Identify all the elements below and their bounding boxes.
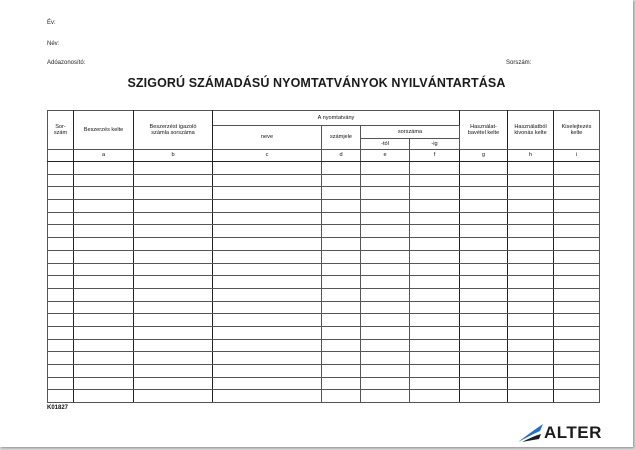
table-cell — [134, 238, 213, 251]
table-cell — [213, 365, 322, 378]
table-cell — [213, 276, 322, 289]
table-cell — [74, 352, 134, 365]
table-cell — [134, 288, 213, 301]
header-beszerzest-igazolo: Beszerzést igazoló számla sorszáma — [134, 111, 213, 150]
table-cell — [134, 212, 213, 225]
table-cell — [410, 288, 460, 301]
table-cell — [508, 225, 554, 238]
table-row — [48, 301, 600, 314]
field-nev-label: Név: — [47, 41, 60, 47]
table-cell — [322, 365, 361, 378]
table-cell — [134, 339, 213, 352]
table-cell — [508, 339, 554, 352]
table-cell — [361, 187, 410, 200]
table-cell — [74, 174, 134, 187]
table-cell — [134, 250, 213, 263]
table-cell — [213, 212, 322, 225]
letter-cell-c: c — [213, 150, 322, 162]
table-cell — [361, 288, 410, 301]
letter-cell-e: e — [361, 150, 410, 162]
table-cell — [322, 162, 361, 175]
table-cell — [361, 339, 410, 352]
table-cell — [74, 162, 134, 175]
table-cell — [361, 212, 410, 225]
alter-logo — [516, 422, 632, 444]
table-cell — [361, 225, 410, 238]
table-cell — [554, 339, 600, 352]
table-cell — [460, 314, 508, 327]
table-cell — [460, 288, 508, 301]
table-cell — [48, 301, 74, 314]
alter-logo-text: ALTER — [544, 423, 602, 442]
table-cell — [48, 365, 74, 378]
table-cell — [410, 314, 460, 327]
table-cell — [322, 187, 361, 200]
table-body — [48, 162, 600, 403]
table-cell — [134, 200, 213, 213]
table-cell — [361, 238, 410, 251]
table-cell — [213, 314, 322, 327]
table-cell — [410, 301, 460, 314]
table-cell — [74, 365, 134, 378]
table-cell — [361, 263, 410, 276]
alter-swoosh-icon — [516, 422, 546, 444]
table-cell — [410, 225, 460, 238]
header-tol: -tól — [361, 139, 410, 150]
letter-cell-f: f — [410, 150, 460, 162]
letter-cell-blank — [48, 150, 74, 162]
table-cell — [322, 390, 361, 403]
table-cell — [460, 212, 508, 225]
table-cell — [508, 365, 554, 378]
table-cell — [361, 352, 410, 365]
table-cell — [134, 187, 213, 200]
table-cell — [134, 377, 213, 390]
form-title: SZIGORÚ SZÁMADÁSÚ NYOMTATVÁNYOK NYILVÁNTARTÁSA — [127, 76, 506, 90]
table-cell — [134, 390, 213, 403]
table-cell — [460, 187, 508, 200]
table-cell — [410, 250, 460, 263]
table-row — [48, 174, 600, 187]
table-cell — [74, 276, 134, 289]
table-cell — [361, 301, 410, 314]
table-cell — [554, 377, 600, 390]
table-cell — [134, 174, 213, 187]
table-cell — [460, 390, 508, 403]
table-cell — [508, 250, 554, 263]
field-sorszam-label: Sorszám: — [506, 60, 532, 66]
table-cell — [508, 200, 554, 213]
table-cell — [460, 225, 508, 238]
table-cell — [74, 339, 134, 352]
table-cell — [48, 339, 74, 352]
table-cell — [322, 225, 361, 238]
table-cell — [74, 263, 134, 276]
table-cell — [213, 238, 322, 251]
table-cell — [508, 301, 554, 314]
header-szamjele: számjele — [322, 126, 361, 150]
table-row — [48, 390, 600, 403]
header-group-nyomtatvany: A nyomtatvány — [213, 111, 460, 126]
table-cell — [322, 212, 361, 225]
table-cell — [74, 212, 134, 225]
table-cell — [74, 250, 134, 263]
table-cell — [508, 352, 554, 365]
table-cell — [410, 200, 460, 213]
table-cell — [361, 314, 410, 327]
table-cell — [48, 352, 74, 365]
table-cell — [74, 326, 134, 339]
table-cell — [361, 200, 410, 213]
table-cell — [508, 276, 554, 289]
table-row — [48, 263, 600, 276]
table-cell — [322, 263, 361, 276]
table-cell — [460, 174, 508, 187]
table-cell — [508, 238, 554, 251]
table-cell — [134, 301, 213, 314]
table-cell — [508, 187, 554, 200]
table-cell — [74, 301, 134, 314]
header-hasznalatbol-kivonas: Használatból kivonás kelte — [508, 111, 554, 150]
table-cell — [554, 288, 600, 301]
letter-cell-i: i — [554, 150, 600, 162]
table-cell — [213, 225, 322, 238]
table-cell — [322, 314, 361, 327]
table-cell — [322, 276, 361, 289]
table-cell — [361, 326, 410, 339]
table-row — [48, 200, 600, 213]
header-group-sorszama: sorszáma — [361, 126, 460, 139]
letter-cell-h: h — [508, 150, 554, 162]
field-ev-label: Év: — [47, 20, 56, 26]
header-beszerzes-kelte: Beszerzés kelte — [74, 111, 134, 150]
table-row — [48, 326, 600, 339]
table-cell — [322, 288, 361, 301]
table-cell — [361, 250, 410, 263]
table-cell — [410, 365, 460, 378]
table-cell — [134, 263, 213, 276]
table-cell — [410, 339, 460, 352]
table-cell — [134, 225, 213, 238]
table-cell — [322, 200, 361, 213]
table-cell — [361, 365, 410, 378]
table-cell — [48, 162, 74, 175]
table-cell — [48, 390, 74, 403]
table-cell — [508, 377, 554, 390]
table-cell — [213, 263, 322, 276]
table-row — [48, 377, 600, 390]
table-cell — [554, 187, 600, 200]
table-cell — [410, 174, 460, 187]
table-cell — [508, 263, 554, 276]
table-cell — [48, 250, 74, 263]
header-hasznalatbavetel: Használat- bavétel kelte — [460, 111, 508, 150]
table-cell — [322, 326, 361, 339]
header-neve: neve — [213, 126, 322, 150]
table-cell — [410, 390, 460, 403]
table-cell — [508, 212, 554, 225]
table-cell — [48, 212, 74, 225]
table-cell — [554, 250, 600, 263]
table-cell — [554, 314, 600, 327]
letter-cell-d: d — [322, 150, 361, 162]
table-cell — [74, 390, 134, 403]
table-cell — [460, 352, 508, 365]
table-cell — [460, 365, 508, 378]
table-cell — [74, 187, 134, 200]
table-cell — [410, 326, 460, 339]
table-cell — [74, 377, 134, 390]
table-cell — [48, 187, 74, 200]
table-cell — [361, 377, 410, 390]
table-row — [48, 288, 600, 301]
table-cell — [322, 301, 361, 314]
table-row — [48, 212, 600, 225]
table-cell — [134, 326, 213, 339]
table-cell — [508, 326, 554, 339]
table-cell — [48, 288, 74, 301]
table-cell — [460, 250, 508, 263]
field-adoazonosito-label: Adóazonosító: — [47, 60, 86, 66]
table-cell — [134, 276, 213, 289]
table-cell — [410, 263, 460, 276]
table-cell — [213, 352, 322, 365]
table-cell — [460, 276, 508, 289]
table-cell — [460, 238, 508, 251]
table-cell — [460, 263, 508, 276]
table-cell — [48, 276, 74, 289]
header-kiselejtezes: Kiselejtezés kelte — [554, 111, 600, 150]
table-row — [48, 339, 600, 352]
table-cell — [460, 301, 508, 314]
table-cell — [554, 276, 600, 289]
table-cell — [213, 288, 322, 301]
table-cell — [361, 390, 410, 403]
table-cell — [554, 365, 600, 378]
table-cell — [48, 314, 74, 327]
header-sorszam: Sor- szám — [48, 111, 74, 150]
table-cell — [361, 276, 410, 289]
table-cell — [410, 187, 460, 200]
table-cell — [460, 339, 508, 352]
table-cell — [460, 200, 508, 213]
table-row — [48, 187, 600, 200]
table-cell — [554, 238, 600, 251]
table-cell — [48, 200, 74, 213]
table-cell — [213, 174, 322, 187]
table-row — [48, 250, 600, 263]
table-cell — [213, 390, 322, 403]
table-cell — [213, 377, 322, 390]
table-cell — [74, 238, 134, 251]
table-cell — [554, 352, 600, 365]
table-row — [48, 352, 600, 365]
table-cell — [213, 162, 322, 175]
register-table — [47, 110, 600, 403]
table-cell — [48, 377, 74, 390]
table-cell — [554, 263, 600, 276]
table-cell — [508, 162, 554, 175]
table-cell — [554, 301, 600, 314]
table-cell — [554, 225, 600, 238]
table-cell — [48, 174, 74, 187]
table-cell — [322, 250, 361, 263]
table-cell — [48, 326, 74, 339]
table-cell — [134, 314, 213, 327]
table-cell — [213, 301, 322, 314]
table-cell — [554, 162, 600, 175]
table-cell — [74, 200, 134, 213]
table-cell — [48, 263, 74, 276]
table-cell — [48, 225, 74, 238]
table-cell — [213, 187, 322, 200]
table-cell — [74, 288, 134, 301]
table-cell — [213, 250, 322, 263]
table-cell — [410, 212, 460, 225]
table-cell — [322, 339, 361, 352]
table-cell — [322, 238, 361, 251]
table-cell — [410, 238, 460, 251]
table-row — [48, 162, 600, 175]
table-cell — [460, 326, 508, 339]
table-cell — [410, 276, 460, 289]
table-cell — [508, 390, 554, 403]
table-cell — [322, 377, 361, 390]
table-cell — [213, 339, 322, 352]
table-cell — [554, 174, 600, 187]
table-cell — [134, 162, 213, 175]
table-cell — [554, 212, 600, 225]
table-cell — [213, 326, 322, 339]
table-cell — [554, 200, 600, 213]
table-cell — [74, 314, 134, 327]
table-cell — [213, 200, 322, 213]
table-cell — [460, 162, 508, 175]
table-cell — [74, 225, 134, 238]
table-row — [48, 365, 600, 378]
table-cell — [508, 314, 554, 327]
table-cell — [410, 352, 460, 365]
letter-cell-b: b — [134, 150, 213, 162]
table-cell — [460, 377, 508, 390]
table-row — [48, 276, 600, 289]
letter-cell-a: a — [74, 150, 134, 162]
table-cell — [134, 365, 213, 378]
header-ig: -ig — [410, 139, 460, 150]
column-letter-row — [48, 150, 600, 162]
form-code: K01827 — [47, 405, 69, 411]
table-row — [48, 225, 600, 238]
table-cell — [508, 174, 554, 187]
table-cell — [410, 162, 460, 175]
table-cell — [508, 288, 554, 301]
table-cell — [554, 390, 600, 403]
letter-cell-g: g — [460, 150, 508, 162]
table-cell — [322, 174, 361, 187]
table-cell — [134, 352, 213, 365]
table-cell — [361, 162, 410, 175]
table-cell — [410, 377, 460, 390]
table-cell — [361, 174, 410, 187]
table-cell — [322, 352, 361, 365]
table-row — [48, 238, 600, 251]
table-cell — [48, 238, 74, 251]
table-cell — [554, 326, 600, 339]
table-row — [48, 314, 600, 327]
